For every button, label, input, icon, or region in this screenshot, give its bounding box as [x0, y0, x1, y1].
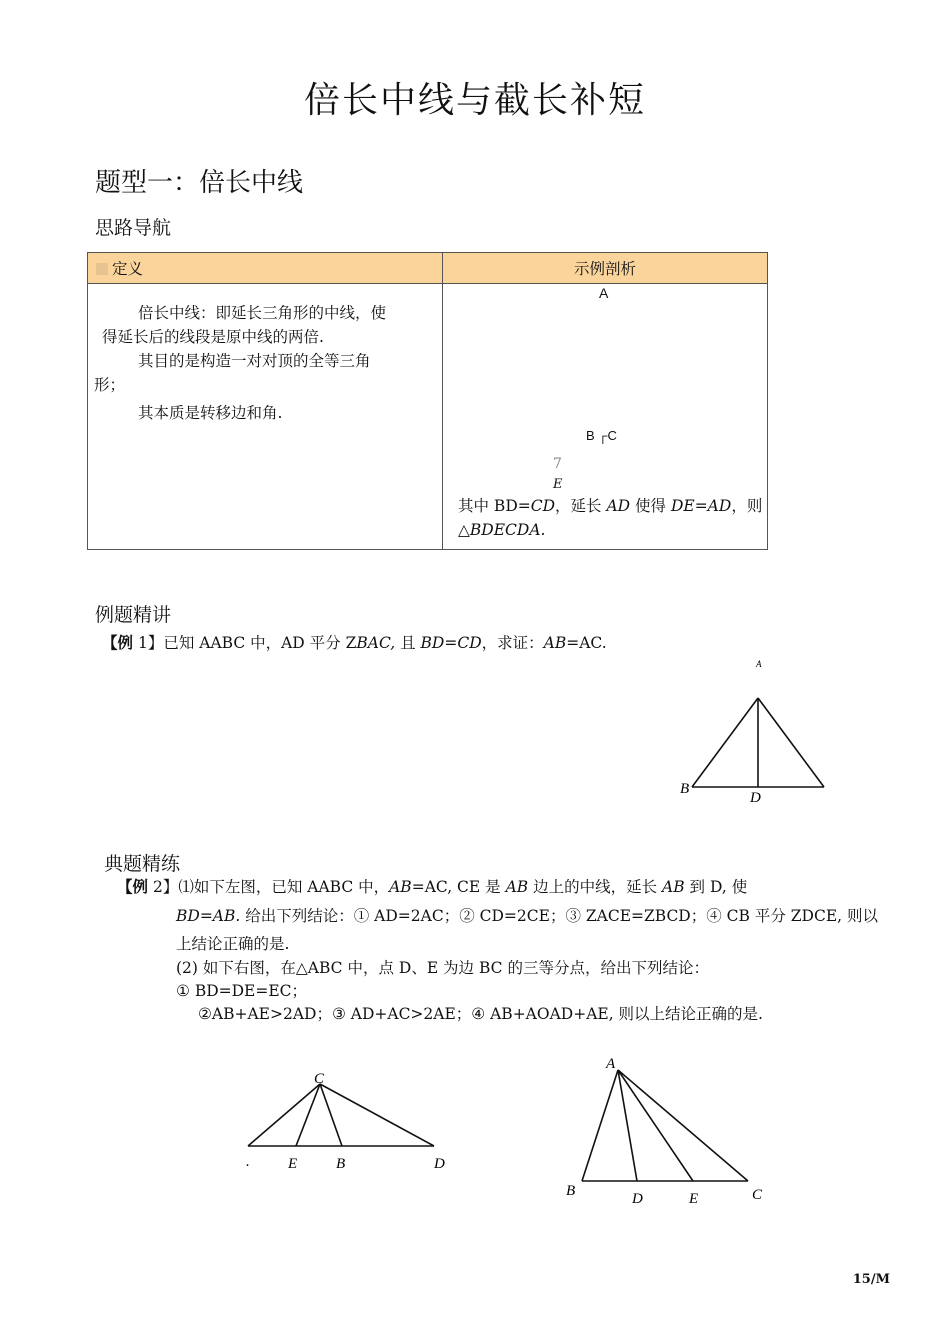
example1-question: 【例 1】已知 AABC 中，AD 平分 ZBAC, 且 BD=CD，求证：AB=AC. — [102, 633, 607, 652]
fig2-label-d: D — [434, 1156, 445, 1172]
definition-line-3: 其目的是构造一对对顶的全等三角 — [138, 352, 371, 370]
fig2-label-b: B — [336, 1156, 346, 1172]
practice-section-heading: 典题精练 — [104, 853, 181, 875]
example2-line-2: BD=AB. 给出下列结论：① AD=2AC；② CD=2CE；③ ZACE=ZBCD；④ CB 平分 ZDCE, 则以 — [176, 907, 878, 925]
example2-line-5: ① BD=DE=EC； — [176, 982, 308, 1000]
fig3-label-a: A — [606, 1056, 616, 1072]
fig3-label-e: E — [689, 1191, 699, 1207]
example-section-heading: 例题精讲 — [95, 604, 172, 626]
definition-line-1: 倍长中线：即延长三角形的中线，使 — [138, 304, 387, 322]
table-header-example: 示例剖析 — [443, 253, 768, 284]
sub-heading: 思路导航 — [95, 217, 172, 239]
fig2-label-c: C — [314, 1071, 325, 1087]
example-label-7: 7 — [553, 456, 562, 472]
fig3-label-c: C — [752, 1187, 763, 1203]
fig3-label-d: D — [632, 1191, 643, 1207]
fig1-label-b: B — [680, 781, 690, 797]
example2-right-figure — [566, 1056, 763, 1207]
page-number: 15/M — [852, 1272, 890, 1287]
example2-line-6: ②AB+AE>2AD；③ AD+AC>2AE；④ AB+AOAD+AE, 则以上结论正确的是. — [198, 1005, 763, 1023]
example2-line-4: (2) 如下右图，在△ABC 中，点 D、E 为边 BC 的三等分点，给出下列结论： — [176, 959, 709, 977]
example1-triangle — [680, 659, 824, 806]
table-header-definition: 定义 — [88, 253, 443, 284]
page-title: 倍长中线与截长补短 — [303, 80, 646, 121]
fig1-label-a: A — [756, 659, 762, 669]
example2-line-3: 上结论正确的是. — [176, 935, 290, 953]
fig3-label-b: B — [566, 1183, 576, 1199]
example2-line-1: 【例 2】⑴如下左图，已知 AABC 中，AB=AC, CE 是 AB 边上的中线，延长 AB 到 D, 使 — [117, 877, 748, 896]
section-heading: 题型一：倍长中线 — [95, 168, 304, 198]
definition-line-5: 其本质是转移边和角. — [138, 404, 283, 422]
example-text-line-1: 其中 BD=CD，延长 AD 使得 DE=AD，则 — [458, 497, 763, 515]
definition-line-4: 形； — [94, 376, 126, 394]
fig2-label-e: E — [288, 1156, 298, 1172]
example2-left-figure — [246, 1071, 445, 1172]
example-text-line-2: △BDECDA. — [458, 521, 546, 539]
example-label-bc: B ┌C — [586, 428, 617, 443]
example-label-a: A — [599, 285, 609, 301]
fig2-label-a: . — [246, 1154, 250, 1170]
example-label-e: E — [553, 477, 563, 492]
definition-line-2: 得延长后的线段是原中线的两倍. — [102, 328, 324, 346]
fig1-label-d: D — [750, 790, 761, 806]
